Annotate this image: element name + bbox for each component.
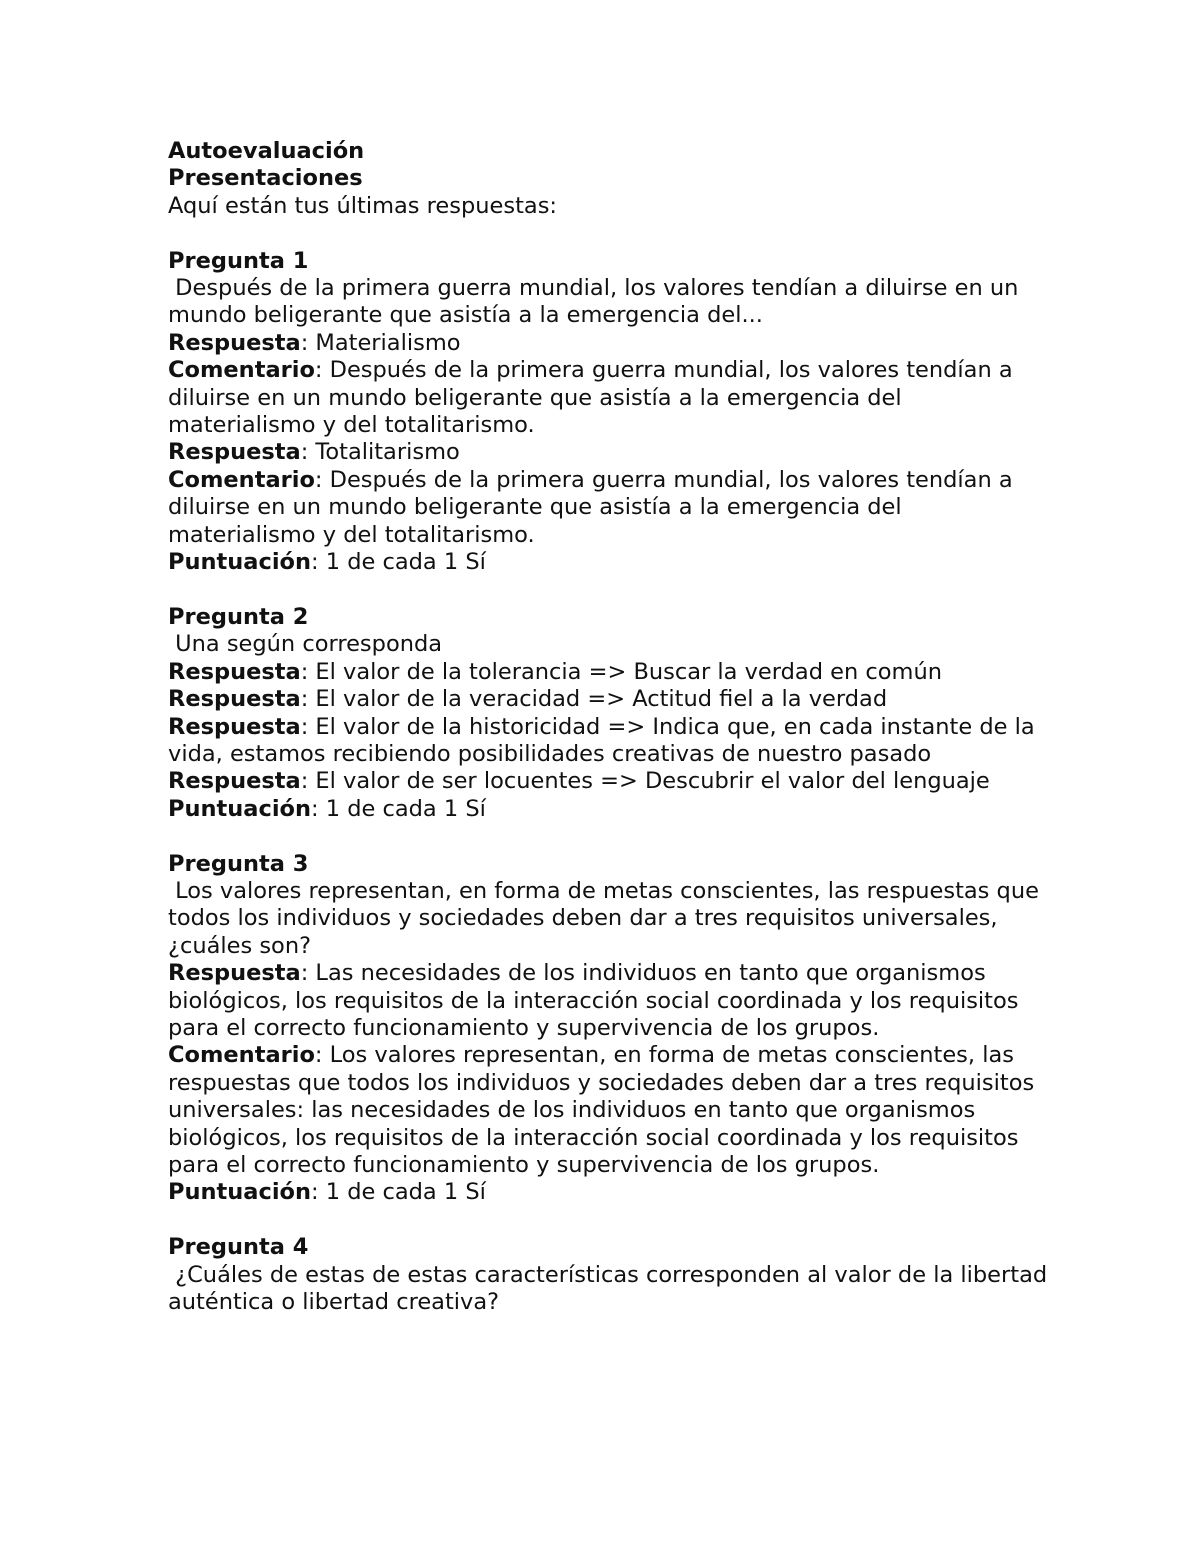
comment-entry [168, 467, 1048, 549]
document-title: Autoevaluación [168, 138, 365, 164]
entry-text: : El valor de la veracidad => Actitud fiel a la verdad [300, 686, 888, 713]
entry-label: Puntuación [168, 1179, 312, 1206]
entry-label: Respuesta [168, 713, 301, 740]
entry-text: : 1 de cada 1 Sí [311, 795, 486, 822]
entry-text: : Después de la primera guerra mundial, los valores tendían a diluirse en un mundo beligerante que asistía a la emergencia del materialismo y del totalitarismo. [168, 466, 1020, 548]
score-entry [168, 796, 1048, 823]
answer-entry [168, 330, 1048, 357]
entry-text: : El valor de la historicidad => Indica que, en cada instante de la vida, estamos recibiendo posibilidades creativas de nuestro pasado [168, 713, 1042, 767]
entry-label: Comentario [168, 466, 315, 493]
score-entry [168, 549, 1048, 576]
entry-label: Puntuación [168, 549, 312, 576]
question-heading: Pregunta 1 [168, 247, 309, 274]
entry-text: : Los valores representan, en forma de metas conscientes, las respuestas que todos los individuos y sociedades deben dar a tres requisitos universales: las necesidades de los individuos en tanto que organismos biológicos, los requisitos de la interacción social coordinada y los requisitos para el correcto funcionamiento y supervivencia de los grupos. [168, 1042, 1042, 1178]
answer-entry [168, 960, 1048, 1042]
answer-entry [168, 439, 1048, 466]
document-subtitle: Presentaciones [168, 165, 363, 192]
question-prompt: Los valores representan, en forma de metas conscientes, las respuestas que todos los individuos y sociedades deben dar a tres requisitos universales, ¿cuáles son? [168, 877, 1047, 959]
document-page [168, 138, 1055, 1316]
spacer [168, 576, 1048, 603]
comment-entry [168, 357, 1048, 439]
entry-label: Respuesta [168, 960, 301, 987]
question-4 [168, 1234, 1055, 1316]
entry-text: : 1 de cada 1 Sí [311, 1179, 486, 1206]
spacer [168, 823, 1048, 850]
entry-label: Comentario [168, 1042, 315, 1069]
answer-entry [168, 686, 1048, 713]
spacer [168, 220, 1048, 247]
answer-entry [168, 768, 1048, 795]
question-prompt: Una según corresponda [168, 631, 443, 658]
entry-text: : 1 de cada 1 Sí [311, 549, 486, 576]
question-3 [168, 851, 1048, 1207]
entry-label: Comentario [168, 357, 315, 384]
entry-label: Respuesta [168, 686, 301, 713]
question-heading: Pregunta 2 [168, 603, 309, 630]
question-heading: Pregunta 4 [168, 1234, 309, 1261]
entry-label: Respuesta [168, 658, 301, 685]
question-prompt: ¿Cuáles de estas de estas características corresponden al valor de la libertad auténtica o libertad creativa? [168, 1261, 1055, 1315]
entry-label: Respuesta [168, 439, 301, 466]
entry-text: : Después de la primera guerra mundial, los valores tendían a diluirse en un mundo beligerante que asistía a la emergencia del materialismo y del totalitarismo. [168, 357, 1020, 439]
question-2 [168, 604, 1048, 823]
question-prompt: Después de la primera guerra mundial, los valores tendían a diluirse en un mundo beligerante que asistía a la emergencia del... [168, 275, 1026, 329]
entry-text: : Materialismo [300, 329, 461, 356]
spacer [168, 1207, 1048, 1234]
entry-text: : Totalitarismo [300, 439, 460, 466]
answer-entry [168, 714, 1048, 769]
answer-entry [168, 659, 1048, 686]
question-heading: Pregunta 3 [168, 850, 309, 877]
score-entry [168, 1179, 1048, 1206]
entry-text: : El valor de la tolerancia => Buscar la verdad en común [300, 658, 942, 685]
entry-label: Respuesta [168, 329, 301, 356]
entry-text: : El valor de ser locuentes => Descubrir el valor del lenguaje [300, 768, 990, 795]
question-1 [168, 248, 1048, 577]
entry-text: : Las necesidades de los individuos en tanto que organismos biológicos, los requisitos de la interacción social coordinada y los requisitos para el correcto funcionamiento y supervivencia de los grupos. [168, 960, 1026, 1041]
intro-text: Aquí están tus últimas respuestas: [168, 192, 557, 219]
comment-entry [168, 1042, 1048, 1179]
entry-label: Puntuación [168, 795, 312, 822]
entry-label: Respuesta [168, 768, 301, 795]
